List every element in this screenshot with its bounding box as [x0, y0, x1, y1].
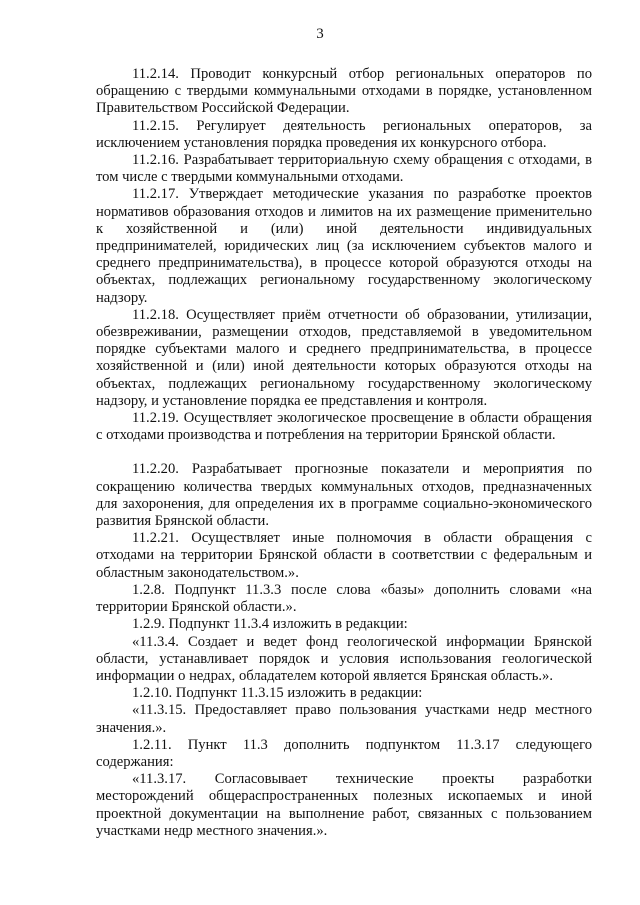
paragraph-11-2-21: 11.2.21. Осуществляет иные полномочия в области обращения с отходами на территории Брянской области в соответствии с федеральным и областным законодательством.». [96, 530, 592, 581]
paragraph-11-2-20: 11.2.20. Разрабатывает прогнозные показатели и мероприятия по сокращению количества твердых коммунальных отходов, предназначенных для захоронения, для определения их в программе социально-экономического развития Брянской области. [96, 461, 592, 530]
paragraph-1-2-10: 1.2.10. Подпункт 11.3.15 изложить в редакции: [132, 685, 423, 702]
paragraph-11-2-16: 11.2.16. Разрабатывает территориальную схему обращения с отходами, в том числе с твердыми коммунальными отходами. [96, 152, 592, 186]
paragraph-11-2-15: 11.2.15. Регулирует деятельность региональных операторов, за исключением установления порядка проведения их конкурсного отбора. [96, 117, 592, 151]
paragraph-11-2-18: 11.2.18. Осуществляет приём отчетности об образовании, утилизации, обезвреживании, размещении отходов, представляемой в уведомительном порядке субъектами малого и среднего предпринимательства, в процессе хозяйственной и (или) иной деятельности которых образуются отходы на объектах, подлежащих региональному государственному экологическому надзору, и установление порядка ее представления и контроля. [96, 306, 592, 409]
paragraph-11-2-19: 11.2.19. Осуществляет экологическое просвещение в области обращения с отходами производства и потребления на территории Брянской области. [96, 410, 592, 444]
paragraph-quote-11-3-17: «11.3.17. Согласовывает технические проекты разработки месторождений общераспространенных полезных ископаемых и иной проектной документации на выполнение работ, связанных с пользованием участками недр местного значения.». [96, 771, 592, 839]
paragraph-1-2-11: 1.2.11. Пункт 11.3 дополнить подпунктом 11.3.17 следующего содержания: [96, 736, 592, 770]
page-number: 3 [316, 26, 324, 42]
paragraph-11-2-14: 11.2.14. Проводит конкурсный отбор региональных операторов по обращению с твердыми коммунальными отходами в порядке, установленном Правительством Российской Федерации. [96, 66, 592, 117]
paragraph-quote-11-3-15: «11.3.15. Предоставляет право пользования участками недр местного значения.». [96, 702, 592, 736]
paragraph-11-2-17: 11.2.17. Утверждает методические указания по разработке проектов нормативов образования отходов и лимитов на их размещение применительно к хозяйственной и (или) иной деятельности индивидуальных предпринимателей, юридических лиц (за исключением субъектов малого и среднего предпринимательства), в процессе которой образуются отходы на объектах, подлежащих региональному государственному экологическому надзору. [96, 186, 592, 306]
document-body [96, 66, 592, 840]
paragraph-quote-11-3-4: «11.3.4. Создает и ведет фонд геологической информации Брянской области, устанавливает порядок и условия использования геологической информации о недрах, обладателем которой является Брянская область.». [96, 633, 592, 684]
paragraph-1-2-9: 1.2.9. Подпункт 11.3.4 изложить в редакции: [132, 616, 408, 633]
paragraph-1-2-8: 1.2.8. Подпункт 11.3.3 после слова «базы» дополнить словами «на территории Брянской области.». [96, 581, 592, 616]
